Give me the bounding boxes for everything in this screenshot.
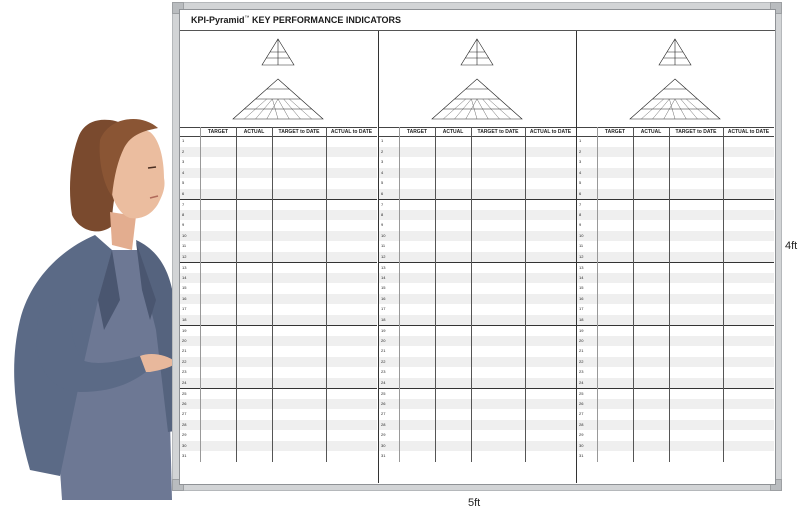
row-number: 23 [579,369,584,374]
table-row [379,336,576,347]
title-text: KEY PERFORMANCE INDICATORS [249,15,402,25]
row-number: 20 [579,337,584,343]
table-row [577,357,774,368]
row-number: 7 [579,202,582,207]
table-row [577,304,774,315]
column-divider [435,127,436,462]
row-number: 28 [381,421,386,427]
row-number: 20 [381,337,386,343]
table-row [180,336,377,347]
column-divider [669,127,670,462]
table-row [379,168,576,179]
table-row [379,430,576,441]
table-row [180,451,377,462]
table-row [180,178,377,189]
table-row [577,346,774,357]
table-row [577,241,774,252]
row-number: 1 [381,138,384,143]
row-number: 11 [182,243,187,248]
table-row [379,283,576,294]
column-divider [633,127,634,462]
row-number: 15 [182,285,187,290]
row-number: 22 [381,358,386,364]
table-row [577,168,774,179]
column-divider [723,127,724,462]
column-header-target-to-date: TARGET to DATE [477,129,519,135]
table-row [379,367,576,378]
table-row [379,220,576,231]
row-number: 3 [579,159,582,164]
table-row [577,189,774,200]
table-row [379,451,576,462]
table-row [180,189,377,200]
row-number: 10 [182,232,187,238]
column-header-target: TARGET [406,129,428,135]
row-number: 12 [579,253,584,259]
table-row [577,273,774,284]
height-dimension-label: 4ft [785,240,798,252]
column-divider [399,127,400,462]
row-number: 22 [182,358,187,364]
table-row [379,178,576,189]
table-row [379,346,576,357]
pyramid-svg [180,31,377,126]
row-number: 18 [381,316,386,322]
row-number: 6 [182,190,185,196]
row-number: 17 [381,306,386,311]
column-divider [200,127,201,462]
row-number: 5 [579,180,582,185]
row-number: 31 [182,453,187,458]
row-number: 13 [579,265,584,270]
row-number: 31 [579,453,584,458]
row-number: 10 [579,232,584,238]
row-number: 4 [381,169,384,175]
row-number: 25 [182,391,187,396]
row-number: 29 [182,432,187,437]
kpi-panel-1 [180,31,377,483]
row-number: 19 [381,328,386,333]
row-number: 23 [182,369,187,374]
large-pyramid [432,79,522,119]
table-row [379,315,576,326]
row-number: 6 [579,190,582,196]
table-row [180,147,377,158]
table-row [379,409,576,420]
table-row [180,346,377,357]
table-row [577,147,774,158]
row-number: 30 [381,442,386,448]
row-number: 24 [182,379,187,385]
row-number: 9 [579,222,582,227]
table-row [379,189,576,200]
column-header-target: TARGET [604,129,626,135]
row-number: 24 [381,379,386,385]
table-row [379,147,576,158]
table-row [379,136,576,147]
row-number: 9 [182,222,185,227]
row-number: 18 [579,316,584,322]
row-number: 12 [182,253,187,259]
table-row [577,136,774,147]
table-row [180,294,377,305]
row-number: 19 [579,328,584,333]
column-header-actual: ACTUAL [640,129,662,135]
row-number: 10 [381,232,386,238]
row-number: 2 [182,148,185,154]
table-row [577,336,774,347]
table-row [577,220,774,231]
table-row [180,136,377,147]
small-pyramid [461,39,493,65]
row-number: 26 [579,400,584,406]
row-number: 29 [579,432,584,437]
pyramid-svg [577,31,774,126]
row-number: 27 [182,411,187,416]
row-number: 15 [579,285,584,290]
table-row [180,252,377,263]
column-divider [471,127,472,462]
table-row [379,399,576,410]
row-number: 28 [579,421,584,427]
pyramid-svg [379,31,576,126]
table-row [180,157,377,168]
row-number: 5 [381,180,384,185]
table-row [577,231,774,242]
row-number: 2 [579,148,582,154]
row-number: 17 [579,306,584,311]
table-row [577,315,774,326]
column-header-actual: ACTUAL [243,129,265,135]
row-number: 30 [182,442,187,448]
row-number: 16 [182,295,187,301]
column-header-actual-to-date: ACTUAL to DATE [727,129,770,135]
table-row [379,252,576,263]
table-row [577,441,774,452]
table-row [180,220,377,231]
table-row [577,178,774,189]
table-row [180,357,377,368]
table-row [379,210,576,221]
row-number: 3 [182,159,185,164]
row-number: 24 [579,379,584,385]
column-header-actual-to-date: ACTUAL to DATE [529,129,572,135]
table-row [379,357,576,368]
table-row [577,283,774,294]
row-number: 21 [381,348,386,353]
row-number: 4 [182,169,185,175]
row-number: 16 [381,295,386,301]
row-number: 15 [381,285,386,290]
row-number: 13 [381,265,386,270]
row-number: 7 [381,202,384,207]
table-row [180,420,377,431]
pyramid-diagram [577,31,774,126]
table-row [379,231,576,242]
column-header-target: TARGET [207,129,229,135]
row-number: 11 [579,243,584,248]
table-row [180,409,377,420]
row-number: 4 [579,169,582,175]
column-header-actual: ACTUAL [442,129,464,135]
row-number: 14 [381,274,386,280]
row-number: 8 [579,211,582,217]
table-row [180,378,377,389]
table-row [180,315,377,326]
width-dimension-label: 5ft [468,497,481,509]
pyramid-diagram [180,31,377,126]
table-row [577,294,774,305]
row-number: 21 [579,348,584,353]
table-row [180,441,377,452]
table-row [379,157,576,168]
row-number: 9 [381,222,384,227]
column-divider [326,127,327,462]
table-row [180,241,377,252]
table-row [180,273,377,284]
row-number: 3 [381,159,384,164]
row-number: 19 [182,328,187,333]
table-row [180,283,377,294]
row-number: 6 [381,190,384,196]
row-number: 27 [381,411,386,416]
eye [148,167,156,168]
table-row [577,451,774,462]
table-row [180,304,377,315]
table-row [577,399,774,410]
table-row [379,304,576,315]
table-row [577,378,774,389]
table-row [577,157,774,168]
table-row [180,231,377,242]
row-number: 7 [182,202,185,207]
row-number: 14 [182,274,187,280]
row-number: 27 [579,411,584,416]
table-row [379,420,576,431]
row-number: 2 [381,148,384,154]
row-number: 14 [579,274,584,280]
board-title [191,15,401,25]
board-title-bar [180,10,775,31]
table-row [379,273,576,284]
pyramid-diagram [379,31,576,126]
row-number: 26 [182,400,187,406]
row-number: 21 [182,348,187,353]
column-header-actual-to-date: ACTUAL to DATE [330,129,373,135]
column-header-target-to-date: TARGET to DATE [278,129,320,135]
large-pyramid [233,79,323,119]
table-row [379,378,576,389]
row-number: 11 [381,243,386,248]
column-divider [272,127,273,462]
row-number: 18 [182,316,187,322]
column-header-target-to-date: TARGET to DATE [675,129,717,135]
table-row [577,420,774,431]
table-row [577,409,774,420]
row-number: 25 [381,391,386,396]
table-row [379,441,576,452]
row-number: 1 [182,138,185,143]
row-number: 30 [579,442,584,448]
row-number: 22 [579,358,584,364]
row-number: 12 [381,253,386,259]
row-number: 16 [579,295,584,301]
row-number: 26 [381,400,386,406]
table-row [180,430,377,441]
row-number: 20 [182,337,187,343]
small-pyramid [659,39,691,65]
row-number: 25 [579,391,584,396]
kpi-panel-3 [576,31,774,483]
row-number: 17 [182,306,187,311]
small-pyramid [262,39,294,65]
kpi-board [179,9,776,485]
title-brand: KPI-Pyramid [191,15,245,25]
table-row [180,367,377,378]
table-row [180,168,377,179]
row-number: 29 [381,432,386,437]
column-divider [236,127,237,462]
row-number: 13 [182,265,187,270]
kpi-panel-2 [378,31,576,483]
row-number: 5 [182,180,185,185]
row-number: 23 [381,369,386,374]
table-row [577,367,774,378]
table-row [379,294,576,305]
table-row [180,399,377,410]
row-number: 1 [579,138,582,143]
table-row [577,252,774,263]
column-divider [525,127,526,462]
row-number: 28 [182,421,187,427]
column-divider [597,127,598,462]
row-number: 8 [182,211,185,217]
row-number: 31 [381,453,386,458]
row-number: 8 [381,211,384,217]
title-trademark: ™ [244,15,250,21]
table-row [577,210,774,221]
table-row [577,430,774,441]
table-row [180,210,377,221]
large-pyramid [630,79,720,119]
table-row [379,241,576,252]
